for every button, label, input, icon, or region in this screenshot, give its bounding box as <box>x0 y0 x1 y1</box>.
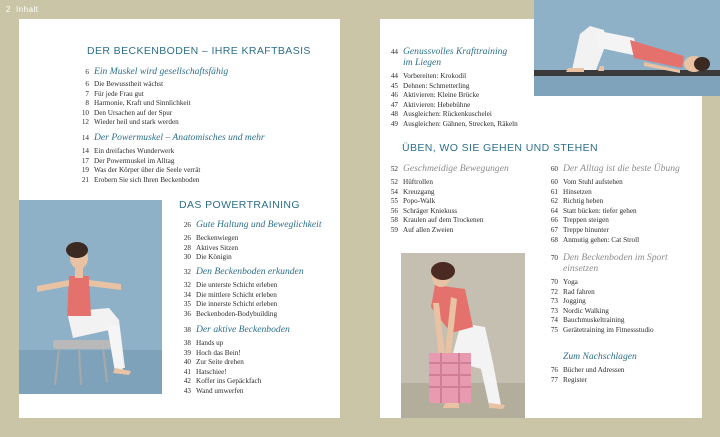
toc-group-heading[interactable]: 14 Der Powermuskel – Anatomisches und mehr <box>81 132 265 143</box>
toc-list <box>71 80 191 128</box>
toc-list <box>173 339 261 397</box>
toc-entry[interactable]: 75 Gerätetraining im Fitnessstudio <box>550 325 654 334</box>
toc-entry[interactable]: 39 Hoch das Bein! <box>183 348 241 357</box>
toc-list <box>380 72 518 130</box>
toc-entry[interactable]: 19 Was der Körper über die Seele verrät <box>81 166 201 175</box>
toc-entry[interactable]: 40 Zur Seite drehen <box>183 358 244 367</box>
toc-entry[interactable]: 8 Harmonie, Kraft und Sinnlichkeit <box>85 99 191 108</box>
toc-list <box>540 278 654 336</box>
toc-entry[interactable]: 73 Nordic Walking <box>550 306 609 315</box>
toc-group-heading[interactable]: 60 Der Alltag ist die beste Übung <box>550 163 680 174</box>
toc-entry[interactable]: 74 Bauchmuskeltraining <box>550 316 625 325</box>
toc-entry[interactable]: 67 Treppe hinunter <box>550 225 609 234</box>
toc-group-heading[interactable]: 26 Gute Haltung und Beweglichkeit <box>183 219 322 230</box>
section-title-ueben: ÜBEN, WO SIE GEHEN UND STEHEN <box>402 142 598 154</box>
toc-entry[interactable]: 66 Treppen steigen <box>550 216 609 225</box>
page-number: 2 <box>6 5 11 14</box>
toc-entry[interactable]: 7 Für jede Frau gut <box>85 89 144 98</box>
toc-group-heading[interactable]: 70 Den Beckenboden im Sport <box>550 252 668 263</box>
toc-list <box>540 366 624 385</box>
toc-entry[interactable]: 70 Yoga <box>550 278 578 286</box>
section-title-powertraining: DAS POWERTRAINING <box>179 199 300 211</box>
toc-entry[interactable]: 30 Die Königin <box>183 253 232 262</box>
toc-entry[interactable]: 47 Aktivieren: Hebebühne <box>390 100 471 109</box>
running-title: Inhalt <box>15 5 39 14</box>
toc-entry[interactable]: 45 Dehnen: Schmetterling <box>390 81 470 90</box>
toc-entry[interactable]: 46 Aktivieren: Kleine Brücke <box>390 91 480 100</box>
toc-entry[interactable]: 56 Schräger Kniekuss <box>390 206 458 215</box>
toc-group-heading-continued: einsetzen <box>563 263 599 274</box>
toc-group-heading-continued: im Liegen <box>403 57 442 68</box>
toc-entry[interactable]: 42 Koffer ins Gepäckfach <box>183 377 262 386</box>
toc-entry[interactable]: 64 Statt bücken: tiefer gehen <box>550 206 637 215</box>
toc-entry[interactable]: 76 Bücher und Adressen <box>550 366 625 374</box>
section-title-beckenboden: DER BECKENBODEN – IHRE KRAFTBASIS <box>87 45 311 57</box>
toc-entry[interactable]: 12 Wieder heil und stark werden <box>81 118 179 127</box>
toc-list <box>173 234 238 263</box>
toc-entry[interactable]: 14 Ein dreifaches Wunderwerk <box>81 147 175 155</box>
toc-entry[interactable]: 21 Erobern Sie sich Ihren Beckenboden <box>81 175 200 184</box>
toc-entry[interactable]: 61 Hinsetzen <box>550 187 592 196</box>
toc-list <box>380 178 483 236</box>
bridge-pose-photo <box>534 0 720 96</box>
toc-entry[interactable]: 10 Den Ursachen auf der Spur <box>81 108 173 117</box>
toc-entry[interactable]: 32 Die unterste Schicht erleben <box>183 281 278 289</box>
toc-entry[interactable]: 49 Ausgleichen: Gähnen, Strecken, Räkeln <box>390 119 518 128</box>
toc-entry[interactable]: 36 Beckenboden-Bodybuilding <box>183 309 278 318</box>
toc-entry[interactable]: 72 Rad fahren <box>550 287 595 296</box>
toc-entry[interactable]: 35 Die innerste Schicht erleben <box>183 300 278 309</box>
toc-entry[interactable]: 44 Vorbereiten: Krokodil <box>390 72 467 80</box>
seated-woman-photo <box>19 200 162 394</box>
toc-list <box>540 178 639 245</box>
toc-entry[interactable]: 28 Aktives Sitzen <box>183 243 239 252</box>
toc-entry[interactable]: 59 Auf allen Zweien <box>390 225 454 234</box>
toc-entry[interactable]: 68 Anmutig gehen: Cat Stroll <box>550 235 640 244</box>
toc-group-heading[interactable]: 38 Der aktive Beckenboden <box>183 324 290 335</box>
toc-entry[interactable]: 26 Beckenwiegen <box>183 234 239 242</box>
left-page <box>19 19 340 418</box>
toc-entry[interactable]: 77 Register <box>550 375 587 384</box>
toc-entry[interactable]: 6 Die Bewusstheit wächst <box>85 80 164 88</box>
toc-entry[interactable]: 41 Hatschiee! <box>183 367 227 376</box>
toc-entry[interactable]: 48 Ausgleichen: Rückenkuschelei <box>390 110 492 119</box>
toc-entry[interactable]: 52 Hüftrollen <box>390 178 433 186</box>
toc-entry[interactable]: 54 Kreuzgang <box>390 187 435 196</box>
toc-group-heading[interactable]: 6 Ein Muskel wird gesellschaftsfähig <box>85 66 229 77</box>
lifting-crate-photo <box>401 253 525 418</box>
toc-entry[interactable]: 38 Hands up <box>183 339 224 347</box>
toc-group-heading[interactable]: 32 Den Beckenboden erkunden <box>183 266 304 277</box>
toc-group-heading[interactable]: Zum Nachschlagen <box>563 351 637 362</box>
toc-entry[interactable]: 60 Vom Stuhl aufstehen <box>550 178 623 186</box>
toc-entry[interactable]: 43 Wand umwerfen <box>183 386 244 395</box>
toc-list <box>71 147 200 185</box>
running-header <box>6 5 39 14</box>
toc-entry[interactable]: 62 Richtig heben <box>550 197 604 206</box>
toc-entry[interactable]: 55 Popo-Walk <box>390 197 436 206</box>
toc-entry[interactable]: 58 Kraulen auf dem Trockenen <box>390 216 484 225</box>
toc-group-heading[interactable]: 44 Genussvolles Krafttraining <box>390 46 508 57</box>
toc-entry[interactable]: 34 Die mittlere Schicht erleben <box>183 290 277 299</box>
toc-entry[interactable]: 17 Der Powermuskel im Alltag <box>81 156 175 165</box>
toc-entry[interactable]: 73 Jogging <box>550 297 586 306</box>
toc-group-heading[interactable]: 52 Geschmeidige Bewegungen <box>390 163 509 174</box>
toc-list <box>173 281 277 319</box>
